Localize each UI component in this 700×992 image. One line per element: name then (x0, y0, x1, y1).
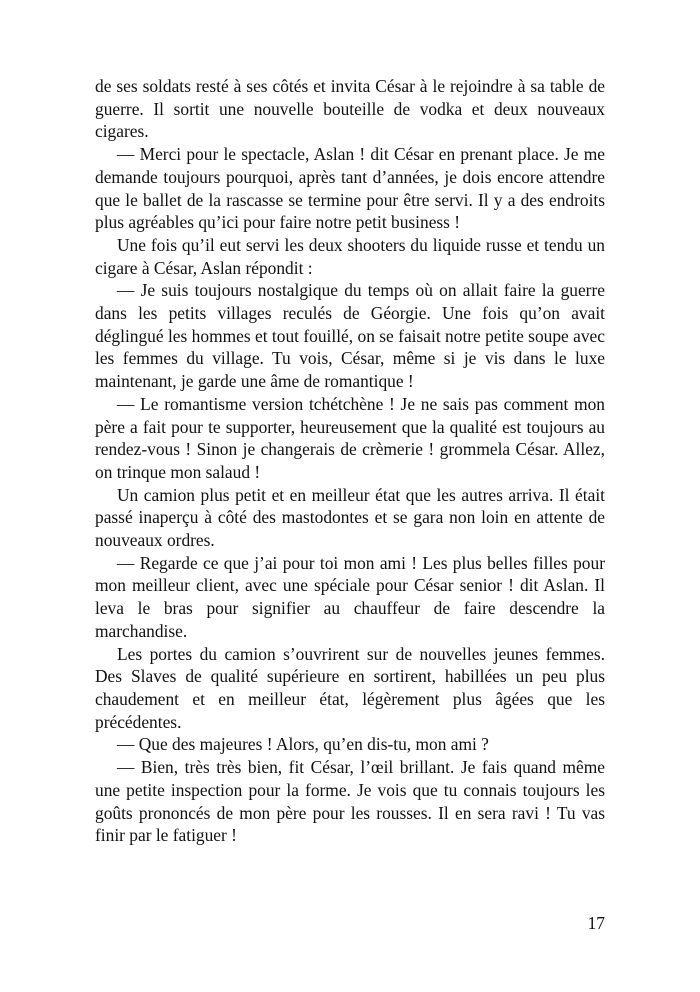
page-number: 17 (587, 913, 605, 933)
paragraph-4: — Je suis toujours nostalgique du temps où on allait faire la guerre dans les petits villages reculés de Géorgie. Une fois qu’on avait déglingué les hommes et tout fouillé, on se faisait notre petite soupe avec les femmes du village. Tu vois, César, même si je vis dans le luxe maintenant, je garde une âme de romantique ! (95, 280, 605, 392)
paragraph-7: — Regarde ce que j’ai pour toi mon ami ! Les plus belles filles pour mon meilleur client, avec une spéciale pour César senior ! dit Aslan. Il leva le bras pour signifier au chauffeur de faire descendre la marchandise. (95, 552, 605, 641)
paragraph-10: — Bien, très très bien, fit César, l’œil brillant. Je fais quand même une petite inspection pour la forme. Je vois que tu connais toujours les goûts prononcés de mon père pour les rousses. Il en sera ravi ! Tu vas finir par le fatiguer ! (95, 757, 605, 846)
paragraph-1: de ses soldats resté à ses côtés et invita César à le rejoindre à sa table de guerre. Il sortit une nouvelle bouteille de vodka et deux nouveaux cigares. (95, 76, 605, 142)
paragraph-5: — Le romantisme version tchétchène ! Je ne sais pas comment mon père a fait pour te supporter, heureusement que la qualité est toujours au rendez-vous ! Sinon je changerais de crèmerie ! grommela César. Allez, on trinque mon salaud ! (95, 393, 605, 482)
paragraph-6: Un camion plus petit et en meilleur état que les autres arriva. Il était passé inaperçu à côté des mastodontes et se gara non loin en attente de nouveaux ordres. (95, 484, 605, 551)
paragraph-9: — Que des majeures ! Alors, qu’en dis-tu, mon ami ? (117, 734, 489, 755)
paragraph-3: Une fois qu’il eut servi les deux shooters du liquide russe et tendu un cigare à César, Aslan répondit : (95, 234, 605, 278)
body-text (95, 75, 605, 847)
paragraph-8: Les portes du camion s’ouvrirent sur de nouvelles jeunes femmes. Des Slaves de qualité supérieure en sortirent, habillées un peu plus chaudement et en meilleur état, légèrement plus âgées que les précédentes. (95, 643, 605, 732)
paragraph-2: — Merci pour le spectacle, Aslan ! dit César en prenant place. Je me demande toujours pourquoi, après tant d’années, je dois encore attendre que le ballet de la rascasse se termine pour être servi. Il y a des endroits plus agréables qu’ici pour faire notre petit business ! (95, 144, 605, 233)
